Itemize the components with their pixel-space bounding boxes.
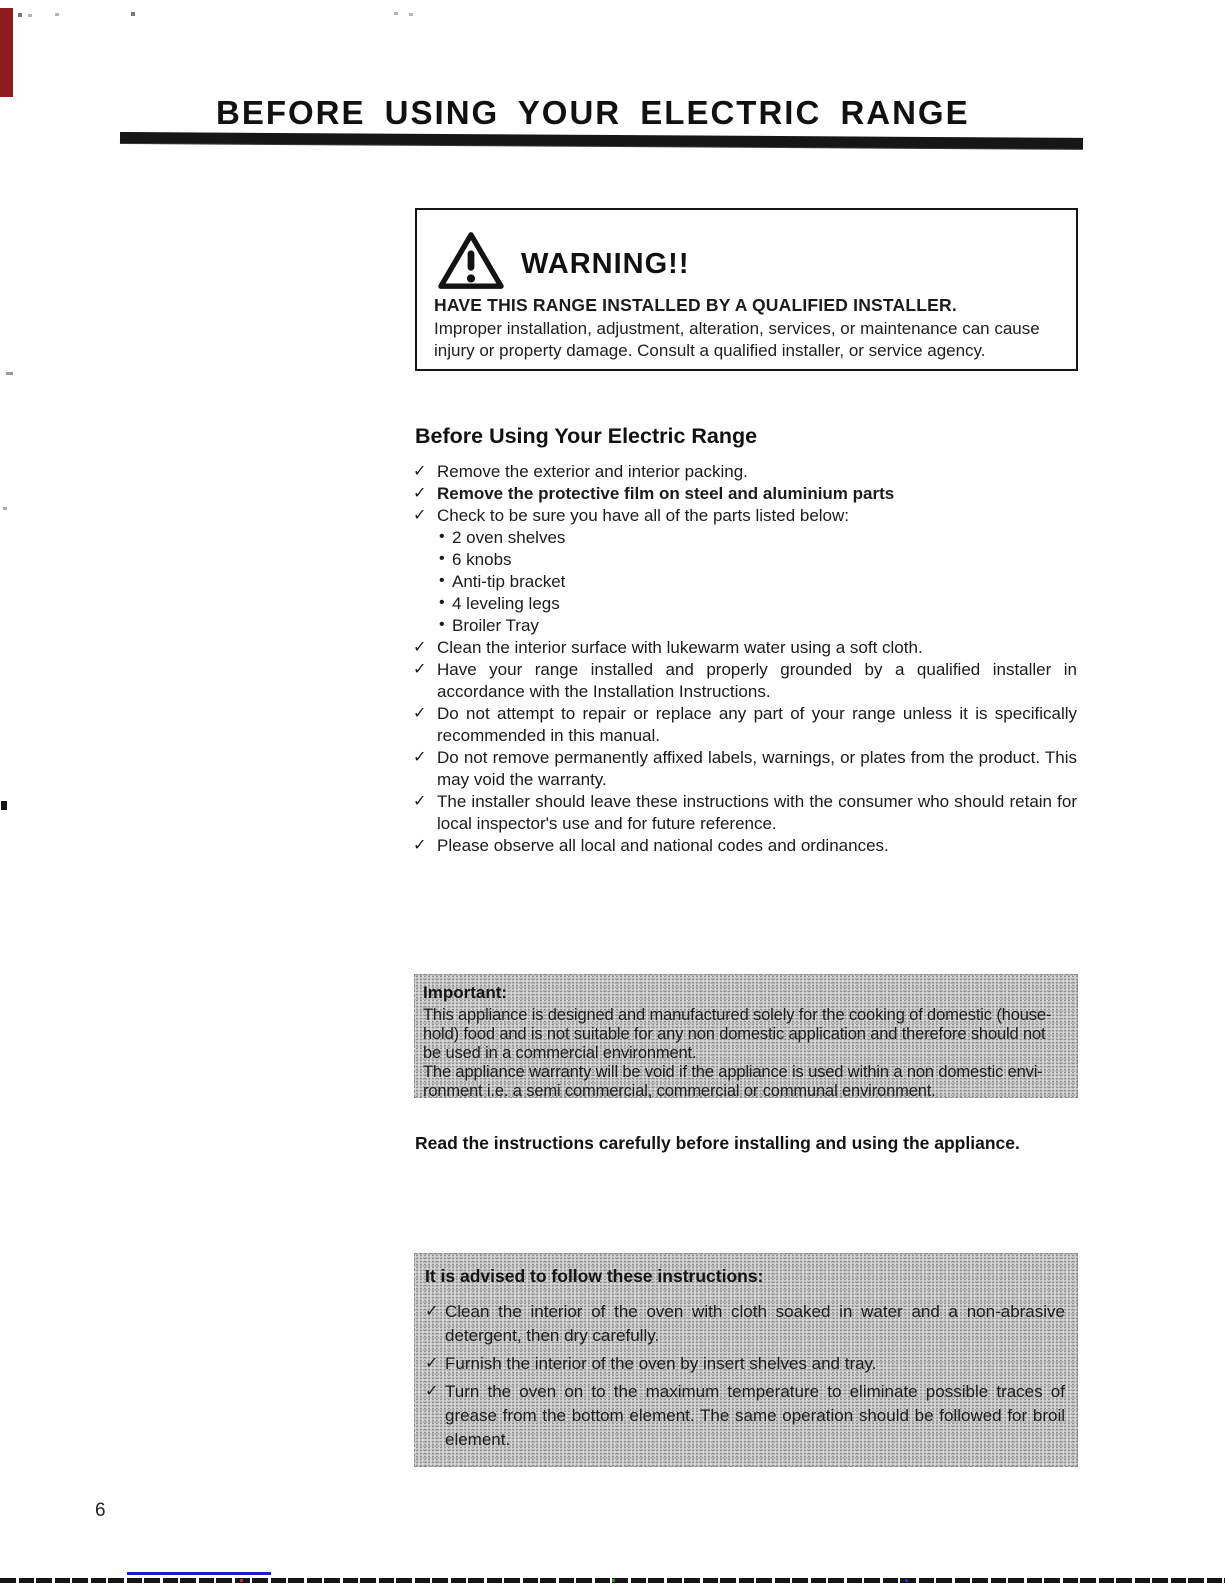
scan-speck (18, 13, 22, 17)
advised-instructions-box (414, 1253, 1078, 1467)
warning-heading: HAVE THIS RANGE INSTALLED BY A QUALIFIED INSTALLER. (434, 295, 957, 315)
scan-speck (28, 14, 32, 17)
list-item (415, 483, 1077, 505)
scan-speck (409, 13, 413, 16)
list-item (415, 637, 1077, 659)
scan-edge-mark (1, 801, 7, 810)
scan-speck (131, 12, 135, 16)
important-line: hold) food and is not suitable for any non domestic application and therefore should not (423, 1025, 1046, 1043)
red-edge-mark (0, 8, 13, 97)
check-icon: ✓ (413, 837, 427, 854)
parts-list-item (415, 571, 1077, 593)
important-notice-box (414, 974, 1078, 1098)
important-title: Important: (423, 983, 508, 1002)
read-instructions-note: Read the instructions carefully before installing and using the appliance. (415, 1133, 1020, 1153)
list-item-text: Do not remove permanently affixed labels, warnings, or plates from the product. This may void the warranty. (437, 748, 1077, 789)
check-icon: ✓ (413, 661, 427, 678)
check-icon: ✓ (413, 749, 427, 766)
list-item (415, 791, 1077, 835)
scan-speck (612, 1579, 615, 1582)
parts-list-text: Broiler Tray (452, 616, 539, 635)
list-item-text: Remove the exterior and interior packing. (437, 462, 748, 481)
check-icon: ✓ (413, 485, 427, 502)
check-icon: ✓ (413, 463, 427, 480)
check-list (415, 461, 1077, 857)
list-item-text: Please observe all local and national codes and ordinances. (437, 836, 889, 855)
before-using-section (415, 424, 1077, 857)
page-number: 6 (95, 1500, 106, 1521)
check-icon: ✓ (413, 793, 427, 810)
bullet-icon: • (439, 572, 445, 589)
page-title: BEFORE USING YOUR ELECTRIC RANGE (216, 94, 970, 131)
important-line: The appliance warranty will be void if the appliance is used within a non domestic envi- (423, 1063, 1043, 1081)
footer-blue-line (127, 1572, 271, 1575)
important-line: This appliance is designed and manufactured solely for the cooking of domestic (house- (423, 1006, 1052, 1024)
parts-list-item (415, 615, 1077, 637)
parts-list-text: 6 knobs (452, 550, 512, 569)
bullet-icon: • (439, 528, 445, 545)
check-icon: ✓ (413, 507, 427, 524)
list-item (415, 703, 1077, 747)
check-icon: ✓ (425, 1383, 439, 1400)
advised-item-text: Clean the interior of the oven with cloth soaked in water and a non-abrasive detergent, then dry carefully. (445, 1302, 1065, 1345)
advised-item-text: Furnish the interior of the oven by insert shelves and tray. (445, 1354, 877, 1373)
scan-speck (3, 507, 7, 510)
list-item (415, 835, 1077, 857)
warning-title: WARNING!! (521, 248, 690, 280)
advised-item (425, 1300, 1065, 1348)
check-icon: ✓ (413, 705, 427, 722)
list-item (415, 461, 1077, 483)
scan-speck (55, 13, 59, 16)
scan-speck (6, 372, 13, 375)
bullet-icon: • (439, 550, 445, 567)
check-icon: ✓ (425, 1303, 439, 1320)
list-item (415, 505, 1077, 527)
warning-triangle-icon (437, 230, 505, 292)
scan-speck (905, 1579, 908, 1582)
advised-item (425, 1352, 1065, 1376)
parts-list-text: Anti-tip bracket (452, 572, 566, 591)
list-item-text: Have your range installed and properly grounded by a qualified installer in accordance with the Installation Instructions. (437, 660, 1077, 701)
list-item (415, 659, 1077, 703)
title-underline-bar (120, 132, 1083, 149)
list-item (415, 747, 1077, 791)
bullet-icon: • (439, 594, 445, 611)
important-line: ronment i.e. a semi commercial, commercial or communal environment. (423, 1082, 936, 1100)
list-item-text: The installer should leave these instructions with the consumer who should retain for local inspector's use and for future reference. (437, 792, 1077, 833)
scan-speck (394, 12, 398, 15)
advised-item-text: Turn the oven on to the maximum temperature to eliminate possible traces of grease from the bottom element. The same operation should be followed for broil element. (445, 1382, 1065, 1449)
check-icon: ✓ (425, 1355, 439, 1372)
parts-list-item (415, 549, 1077, 571)
list-item-text: Do not attempt to repair or replace any part of your range unless it is specifically recommended in this manual. (437, 704, 1077, 745)
warning-body-text: Improper installation, adjustment, alteration, services, or maintenance can cause injury or property damage. Consult a qualified installer, or service agency. (434, 319, 1040, 360)
parts-list-item (415, 593, 1077, 615)
advised-title: It is advised to follow these instructions: (425, 1266, 764, 1286)
warning-box (415, 208, 1078, 371)
list-item-text: Remove the protective film on steel and aluminium parts (437, 484, 895, 503)
scan-speck (240, 1579, 243, 1582)
parts-list-text: 2 oven shelves (452, 528, 566, 547)
list-item-text: Check to be sure you have all of the parts listed below: (437, 506, 850, 525)
list-item-text: Clean the interior surface with lukewarm water using a soft cloth. (437, 638, 923, 657)
bullet-icon: • (439, 616, 445, 633)
check-icon: ✓ (413, 639, 427, 656)
parts-list-item (415, 527, 1077, 549)
important-line: be used in a commercial environment. (423, 1044, 697, 1062)
section-heading: Before Using Your Electric Range (415, 424, 758, 448)
advised-item (425, 1380, 1065, 1452)
parts-list-text: 4 leveling legs (452, 594, 560, 613)
